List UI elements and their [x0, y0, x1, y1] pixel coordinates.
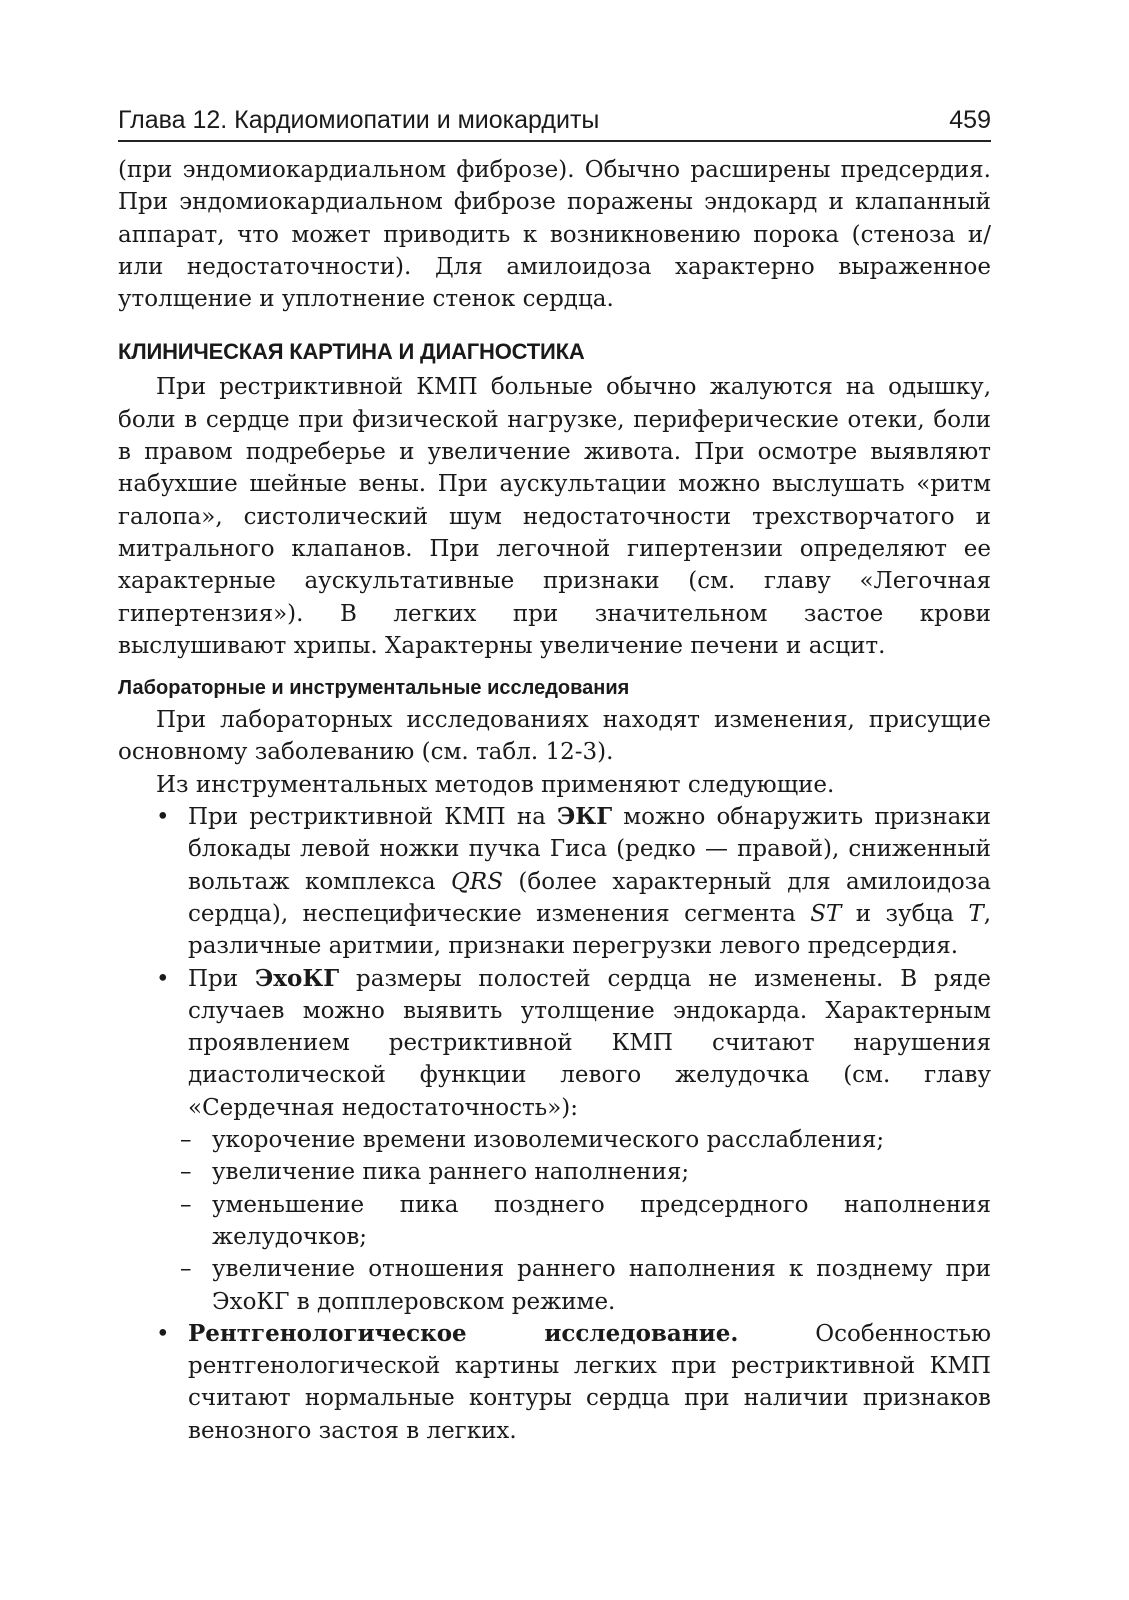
- dash-item: – увеличение отношения раннего наполнения к позднему при ЭхоКГ в допплеровском режиме.: [188, 1253, 991, 1318]
- text: При: [188, 965, 255, 992]
- bullet-echo: [118, 963, 991, 1318]
- instrumental-methods-list: [118, 801, 991, 1447]
- lab-paragraph: При лабораторных исследованиях находят изменения, присущие основному заболеванию (см. табл. 12-3).: [118, 707, 991, 766]
- chapter-title: Глава 12. Кардиомиопатии и миокардиты: [118, 106, 600, 134]
- bullet-ecg: [118, 801, 991, 962]
- text: При рестриктивной КМП на: [188, 804, 557, 831]
- term-st: ST: [810, 900, 842, 927]
- bullet-xray: [118, 1318, 991, 1447]
- echo-findings-list: [188, 1124, 991, 1318]
- dash-item: – уменьшение пика позднего предсердного наполнения желудочков;: [188, 1189, 991, 1254]
- dash-item: – укорочение времени изоволемического расслабления;: [188, 1124, 991, 1156]
- page-number: 459: [949, 106, 991, 134]
- text: размеры полостей сердца не изменены. В ряде случаев можно выявить утолщение эндокарда. Характерным проявлением рестриктивной КМП считают нарушения диастолической функции левого желудочка (см. главу «Сердечная недостаточность»):: [188, 965, 991, 1121]
- text: и зубца: [841, 900, 969, 927]
- term-t: T: [968, 900, 984, 927]
- dash-item: – увеличение пика раннего наполнения;: [188, 1156, 991, 1188]
- term-ecg: ЭКГ: [557, 803, 613, 831]
- clinical-paragraph: При рестриктивной КМП больные обычно жалуются на одышку, боли в сердце при физической нагрузке, периферические отеки, боли в правом подреберье и увеличение живота. При осмотре выявляют набухшие шейные вены. При аускультации можно выслушать «ритм галопа», систолический шум недостаточности трехстворчатого и митрального клапанов. При легочной гипертензии определяют ее характерные аускультативные признаки (см. главу «Легочная гипертензия»). В легких при значительном застое крови выслушивают хрипы. Характерны увеличение печени и асцит.: [118, 374, 991, 659]
- text: , различные аритмии, признаки перегрузки левого предсердия.: [188, 900, 991, 960]
- text: Особенностью рентгенологической картины легких при рестриктивной КМП считают нормальные контуры сердца при наличии признаков венозного застоя в легких.: [188, 1320, 991, 1444]
- intro-paragraph: (при эндомиокардиальном фиброзе). Обычно расширены предсердия. При эндомиокардиальном фиброзе поражены эндокард и клапанный аппарат, что может приводить к возникновению порока (стеноза и/или недостаточности). Для амилоидоза характерно выраженное утолщение и уплотнение стенок сердца.: [118, 157, 991, 313]
- term-qrs: QRS: [451, 868, 503, 895]
- subsection-heading: Лабораторные и инструментальные исследования: [118, 677, 630, 700]
- text: можно обнаружить признаки блокады левой ножки пучка Гиса (редко — правой), сниженный вольтаж комплекса: [188, 804, 991, 895]
- instrumental-intro: Из инструментальных методов применяют следующие.: [156, 771, 835, 798]
- running-header: [118, 108, 991, 142]
- section-heading: КЛИНИЧЕСКАЯ КАРТИНА И ДИАГНОСТИКА: [118, 339, 585, 365]
- text: (более характерный для амилоидоза сердца), неспецифические изменения сегмента: [188, 868, 991, 927]
- term-xray: Рентгенологическое исследование.: [188, 1319, 739, 1347]
- book-page: [118, 108, 991, 1447]
- term-echo: ЭхоКГ: [255, 964, 340, 992]
